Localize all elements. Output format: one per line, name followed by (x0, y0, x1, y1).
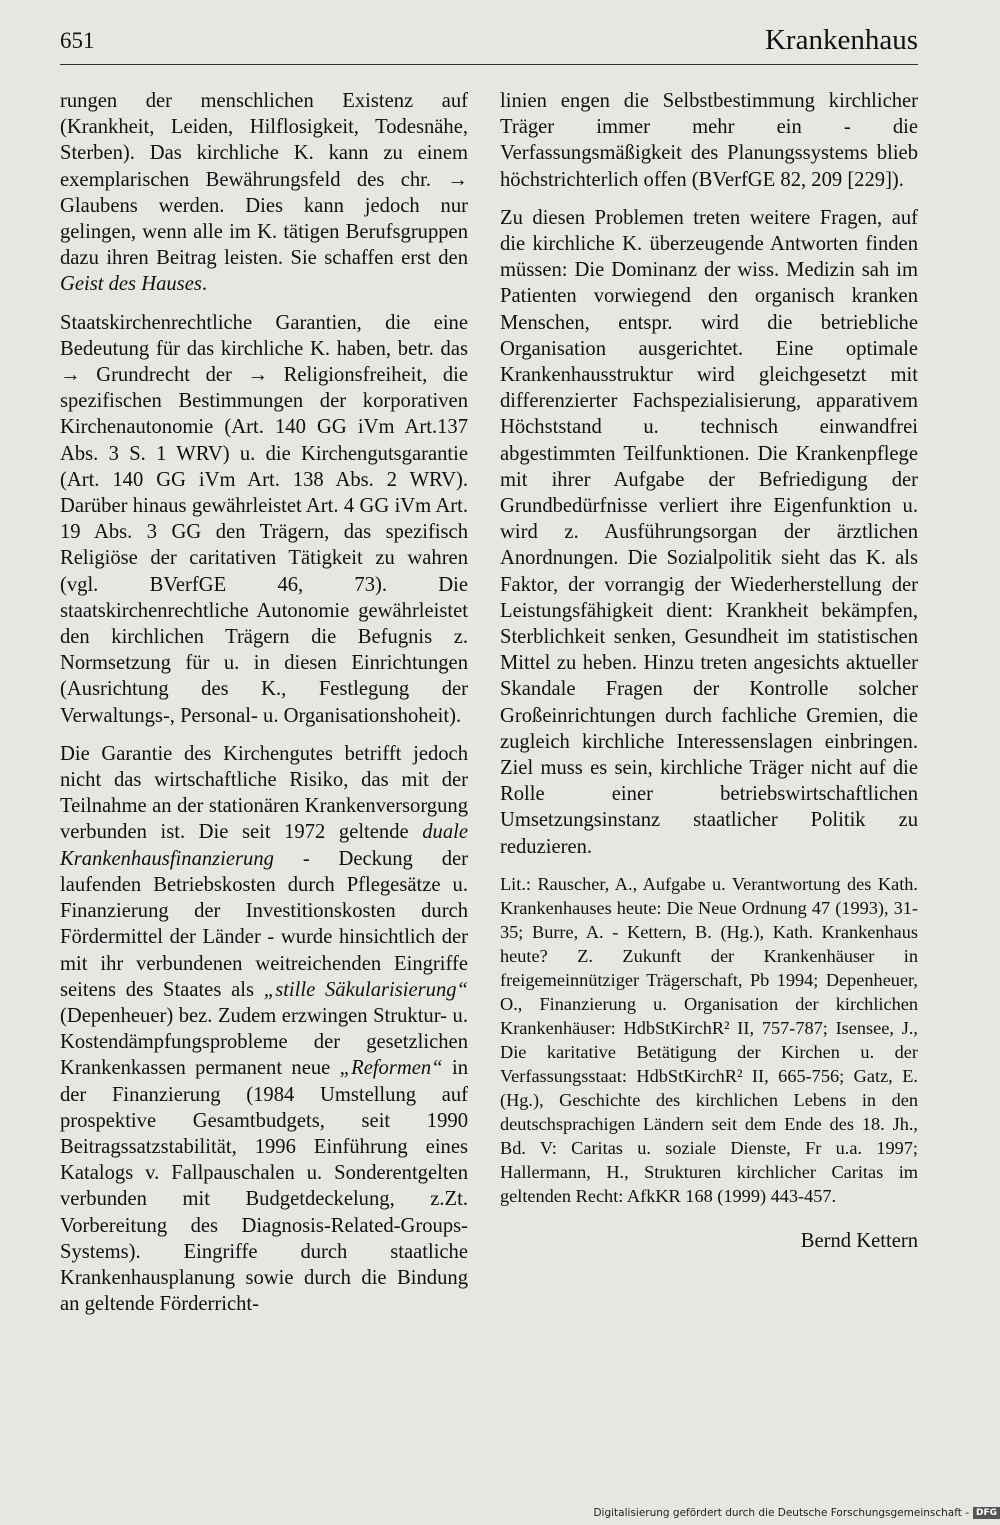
page-number: 651 (60, 28, 95, 53)
paragraph: rungen der menschlichen Existenz auf (Krankheit, Leiden, Hilflosigkeit, Todesnähe, Sterben). Das kirchliche K. kann zu einem exemplarischen Bewährungsfeld des chr. → Glaubens werden. Dies kann jedoch nur gelingen, wenn alle im K. tätigen Berufsgruppen dazu ihren Beitrag leisten. Sie schaffen erst den Geist des Hauses. (60, 90, 468, 296)
digitization-footer (593, 1507, 1000, 1519)
left-column (60, 88, 468, 1329)
right-column (500, 88, 918, 1254)
page-header (60, 24, 918, 65)
paragraph: Staatskirchenrechtliche Garantien, die eine Bedeutung für das kirchliche K. haben, betr. das → Grundrecht der → Religionsfreiheit, die spezifischen Bestimmungen der korporativen Kirchenautonomie (Art. 140 GG iVm Art.137 Abs. 3 S. 1 WRV) u. die Kirchengutsgarantie (Art. 140 GG iVm Art. 138 Abs. 2 WRV). Darüber hinaus gewährleistet Art. 4 GG iVm Art. 19 Abs. 3 GG den Trägern, das spezifisch Religiöse der caritativen Tätigkeit zu wahren (vgl. BVerfGE 46, 73). Die staatskirchenrechtliche Autonomie gewährleistet den kirchlichen Trägern die Befugnis z. Normsetzung für u. in diesen Einrichtungen (Ausrichtung des K., Festlegung der Verwaltungs-, Personal- u. Organisationshoheit). (60, 311, 468, 727)
paragraph: Zu diesen Problemen treten weitere Fragen, auf die kirchliche K. überzeugende Antworten finden müssen: Die Dominanz der wiss. Medizin sah im Patienten vorwiegend den organisch kranken Menschen, entspr. wird die betriebliche Organisation ausgerichtet. Eine optimale Krankenhausstruktur wird gleichgesetzt mit differenzierter Fachspezialisierung, apparativem Höchststand u. technisch einwandfrei abgestimmten Teilfunktionen. Die Krankenpflege mit ihrer Aufgabe der Befriedigung der Grundbedürfnisse verliert ihre Eigenfunktion u. wird z. Ausführungsorgan der ärztlichen Anordnungen. Die Sozialpolitik sieht das K. als Faktor, der vorrangig der Wiederherstellung der Leistungsfähigkeit dient: Krankheit bekämpfen, Sterblichkeit senken, Gesundheit im statistischen Mittel zu heben. Hinzu treten angesichts aktueller Skandale Fragen der Kontrolle solcher Großeinrichtungen durch fachliche Gremien, die zugleich kirchliche Interessenslagen einbringen. Ziel muss es sein, kirchliche Träger nicht auf die Rolle einer betriebswirtschaftlichen Umsetzungsinstanz staatlicher Politik zu reduzieren. (500, 206, 918, 858)
paragraph: linien engen die Selbstbestimmung kirchlicher Träger immer mehr ein - die Verfassungsmäßigkeit des Planungssystems blieb höchstrichterlich offen (BVerfGE 82, 209 [229]). (500, 90, 918, 191)
footer-text: Digitalisierung gefördert durch die Deutsche Forschungsgemeinschaft - (593, 1507, 969, 1519)
dfg-logo: DFG (973, 1507, 1000, 1519)
paragraph: Die Garantie des Kirchengutes betrifft jedoch nicht das wirtschaftliche Risiko, das mit der Teilnahme an der stationären Krankenversorgung verbunden ist. Die seit 1972 geltende duale Krankenhausfinanzierung - Deckung der laufenden Betriebskosten durch Pflegesätze u. Finanzierung der Investitionskosten durch Fördermittel der Länder - wurde hinsichtlich der mit ihr verbundenen weitreichenden Eingriffe seitens des Staates als „stille Säkularisierung“ (Depenheuer) bez. Zudem erzwingen Struktur- u. Kostendämpfungsprobleme der gesetzlichen Krankenkassen permanent neue „Reformen“ in der Finanzierung (1984 Umstellung auf prospektive Gesamtbudgets, seit 1990 Beitragssatzstabilität, 1996 Einführung eines Katalogs v. Fallpauschalen u. Sonderentgelten verbunden mit Budgetdeckelung, z.Zt. Vorbereitung des Diagnosis-Related-Groups-Systems). Eingriffe durch staatliche Krankenhausplanung sowie durch die Bindung an geltende Förderricht- (60, 742, 469, 1316)
literature-references: Lit.: Rauscher, A., Aufgabe u. Verantwortung des Kath. Krankenhauses heute: Die Neue Ordnung 47 (1993), 31-35; Burre, A. - Kettern, B. (Hg.), Kath. Krankenhaus heute? Z. Zukunft der Krankenhäuser in freigemeinnütziger Trägerschaft, Pb 1994; Depenheuer, O., Finanzierung u. Organisation der kirchlichen Krankenhäuser: HdbStKirchR² II, 757-787; Isensee, J., Die karitative Betätigung der Kirchen u. der Verfassungsstaat: HdbStKirchR² II, 665-756; Gatz, E. (Hg.), Geschichte des kirchlichen Lebens in den deutschsprachigen Ländern seit dem Ende des 18. Jh., Bd. V: Caritas u. soziale Dienste, Fr u.a. 1997; Hallermann, H., Strukturen kirchlicher Caritas im geltenden Recht: AfkKR 168 (1999) 443-457. (500, 873, 918, 1206)
author-name: Bernd Kettern (800, 1229, 918, 1252)
running-head: Krankenhaus (764, 24, 918, 56)
